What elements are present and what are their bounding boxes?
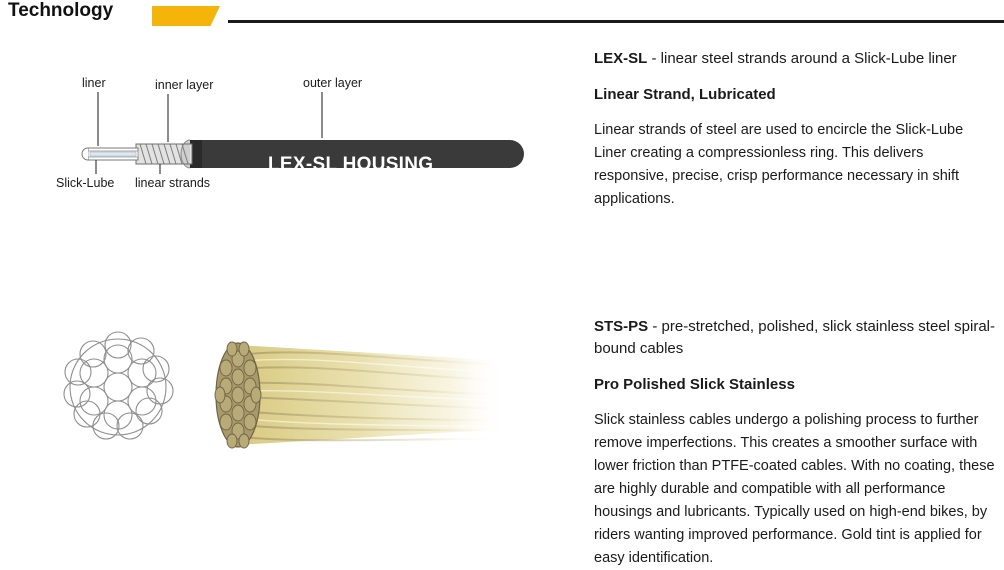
header-divider-rule	[228, 20, 1004, 23]
housing-diagram	[40, 48, 540, 218]
callout-liner: liner	[82, 76, 106, 90]
housing-label-text: LEX-SL HOUSING	[268, 154, 434, 175]
callout-inner-layer: inner layer	[155, 78, 214, 92]
callout-linear-strands: linear strands	[135, 176, 211, 190]
subheading-1: Linear Strand, Lubricated	[594, 86, 776, 103]
subheading-2: Pro Polished Slick Stainless	[594, 376, 795, 393]
callout-slick-lube: Slick-Lube	[56, 176, 115, 190]
page-title: Technology	[8, 0, 114, 21]
callout-outer-layer: outer layer	[303, 76, 363, 90]
paragraph-2: Slick stainless cables undergo a polishing process to further remove imperfections. This creates a smoother surface with lower friction than PTFE-coated cables. With no coating, these are highly durable and compatible with all performance housings and lubricants. Typically used on high-end bikes, by riders wanting improved performance. Gold tint is applied for easy identification.	[594, 412, 995, 566]
lead-line-1	[594, 48, 998, 70]
cable-diagram	[40, 325, 540, 515]
lead-term-2: STS-PS	[594, 318, 649, 335]
lead-desc-1: - linear steel strands around a Slick-Lube liner	[647, 50, 957, 67]
content-block-sts-ps	[594, 316, 998, 570]
lead-line-2	[594, 316, 998, 360]
cable-cross-section	[64, 332, 173, 439]
page-header	[0, 0, 1004, 30]
paragraph-1: Linear strands of steel are used to encircle the Slick-Lube Liner creating a compressionless ring. This delivers responsive, precise, crisp performance necessary in shift applications.	[594, 122, 964, 207]
content-block-lex-sl	[594, 48, 998, 211]
figures-column	[0, 30, 575, 569]
lead-term-1: LEX-SL	[594, 50, 648, 67]
cable-body	[236, 345, 510, 445]
lead-desc-2: - pre-stretched, polished, slick stainless steel spiral-bound cables	[594, 318, 995, 357]
housing-diagram-svg	[40, 48, 540, 218]
cable-diagram-svg	[40, 325, 540, 515]
accent-flag-shape	[152, 6, 220, 26]
